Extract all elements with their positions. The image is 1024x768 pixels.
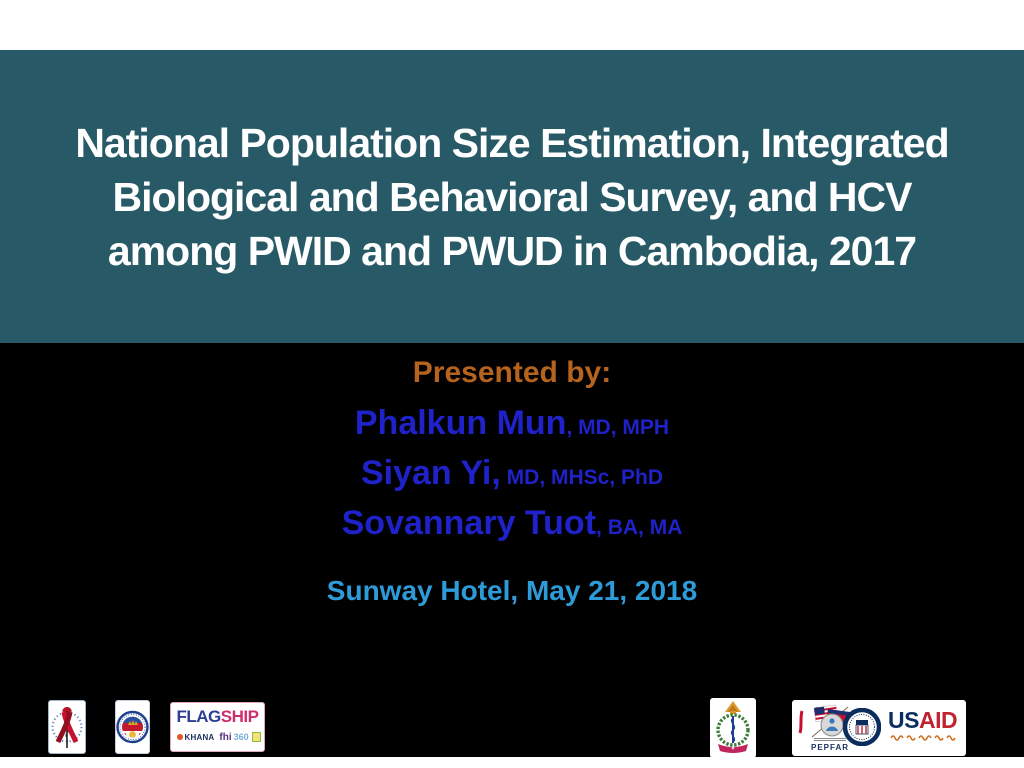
fhi360-360-text: 360: [233, 732, 249, 742]
presenter-1-credentials: , MD, MPH: [566, 416, 670, 439]
presenter-3-name: Sovannary Tuot: [341, 504, 597, 542]
pepfar-usaid-logo: [792, 700, 966, 756]
fhi360-square-icon: [252, 732, 261, 742]
nchads-ribbon-logo: [48, 700, 86, 754]
presenter-2: [0, 448, 1024, 498]
presenter-2-name: Siyan Yi,: [360, 454, 501, 492]
slide-body: [0, 343, 1024, 757]
usaid-khmer-script-text: [889, 732, 959, 742]
usaid-aid-text: AID: [918, 707, 958, 733]
flagship-wordmark: [171, 708, 264, 726]
venue-date: Sunway Hotel, May 21, 2018: [326, 575, 698, 606]
aids-ribbon-icon: [49, 701, 85, 753]
presenter-1: [0, 398, 1024, 448]
usaid-us-text: US: [888, 707, 919, 733]
slide-title-line-2: Biological and Behavioral Survey, and HCV: [112, 173, 912, 220]
fhi360-fhi-text: fhi: [219, 731, 232, 743]
flagship-logo: [170, 702, 265, 752]
flagship-flag-text: FLAG: [176, 707, 221, 726]
presenter-list: [0, 398, 1024, 548]
ministry-of-health-cambodia-logo: [710, 698, 756, 758]
presenter-1-name: Phalkun Mun: [354, 404, 567, 442]
usaid-wordmark: [888, 708, 957, 732]
presenter-3: [0, 498, 1024, 548]
presented-by-label: Presented by:: [412, 356, 612, 389]
moh-emblem-icon: [710, 698, 756, 758]
presenter-2-credentials: MD, MHSc, PhD: [500, 466, 664, 489]
flagship-partner-row: [177, 730, 261, 744]
slide-title-line-3: among PWID and PWUD in Cambodia, 2017: [107, 227, 917, 274]
slide-title-line-1: National Population Size Estimation, Integrated: [75, 119, 949, 166]
round-emblem-icon: [116, 701, 149, 753]
nacd-round-emblem-logo: [115, 700, 150, 754]
khana-wordmark: KHANA: [184, 732, 215, 742]
title-banner: [0, 50, 1024, 343]
flagship-ship-text: SHIP: [220, 707, 259, 726]
pepfar-wordmark: PEPFAR: [810, 743, 849, 752]
usaid-seal-icon: [843, 708, 881, 746]
khana-circle-icon: [177, 734, 183, 740]
presenter-3-credentials: , BA, MA: [596, 516, 683, 539]
